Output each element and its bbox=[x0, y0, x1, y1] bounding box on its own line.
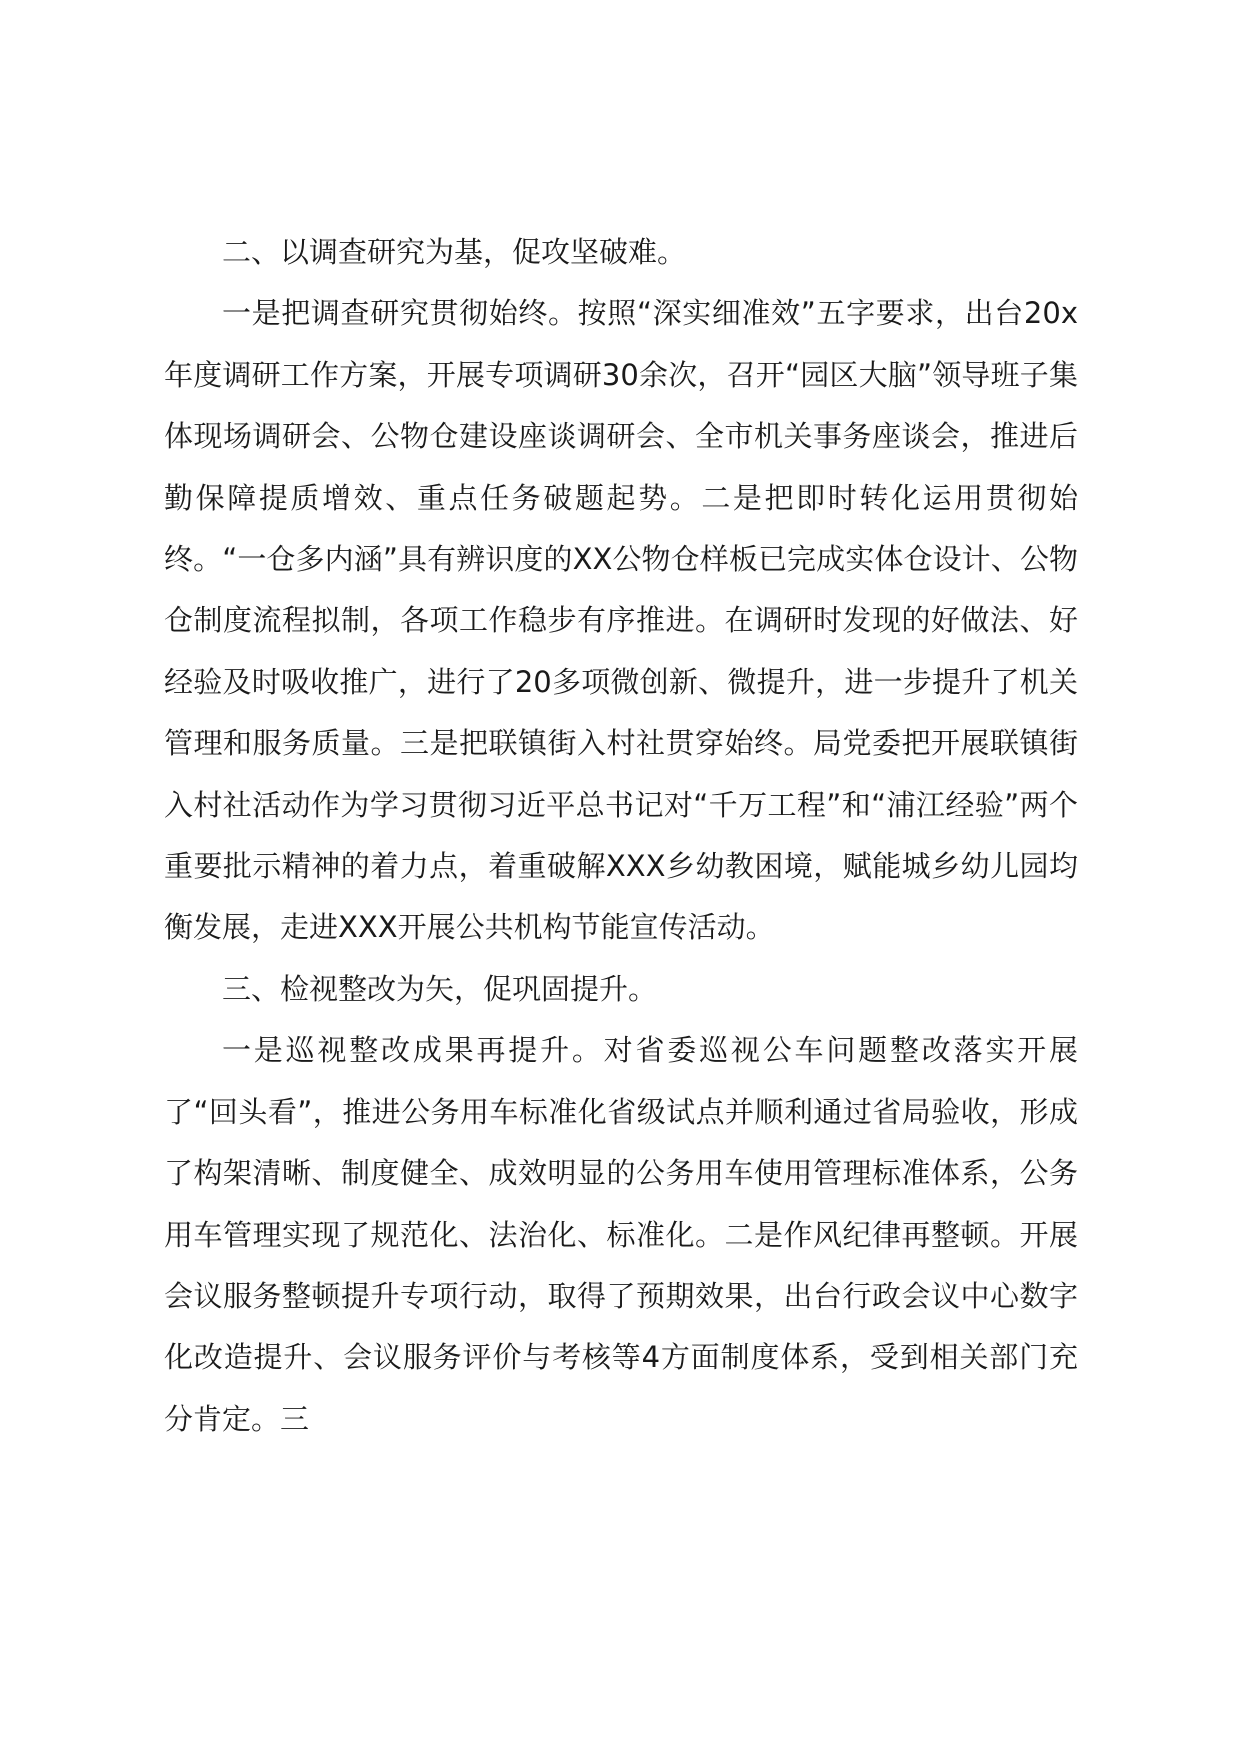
section-paragraph-3: 一是巡视整改成果再提升。对省委巡视公车问题整改落实开展了“回头看”，推进公务用车标准化省级试点并顺利通过省局验收，形成了构架清晰、制度健全、成效明显的公务用车使用管理标准体系，公务用车管理实现了规范化、法治化、标准化。二是作风纪律再整顿。开展会议服务整顿提升专项行动，取得了预期效果，出台行政会议中心数字化改造提升、会议服务评价与考核等4方面制度体系，受到相关部门充分肯定。三 bbox=[164, 1033, 1078, 1436]
section-heading-2: 二、以调查研究为基，促攻坚破难。 bbox=[222, 235, 687, 269]
section-paragraph-2: 一是把调查研究贯彻始终。按照“深实细准效”五字要求，出台20x年度调研工作方案，开展专项调研30余次，召开“园区大脑”领导班子集体现场调研会、公物仓建设座谈调研会、全市机关事务座谈会，推进后勤保障提质增效、重点任务破题起势。二是把即时转化运用贯彻始终。“一仓多内涵”具有辨识度的XX公物仓样板已完成实体仓设计、公物仓制度流程拟制，各项工作稳步有序推进。在调研时发现的好做法、好经验及时吸收推广，进行了20多项微创新、微提升，进一步提升了机关管理和服务质量。三是把联镇街入村社贯穿始终。局党委把开展联镇街入村社活动作为学习贯彻习近平总书记对“千万工程”和“浦江经验”两个重要批示精神的着力点，着重破解XXX乡幼教困境，赋能城乡幼儿园均衡发展，走进XXX开展公共机构节能宣传活动。 bbox=[164, 296, 1078, 945]
section-heading-3: 三、检视整改为矢，促巩固提升。 bbox=[222, 971, 658, 1006]
document-body bbox=[164, 222, 1078, 1450]
